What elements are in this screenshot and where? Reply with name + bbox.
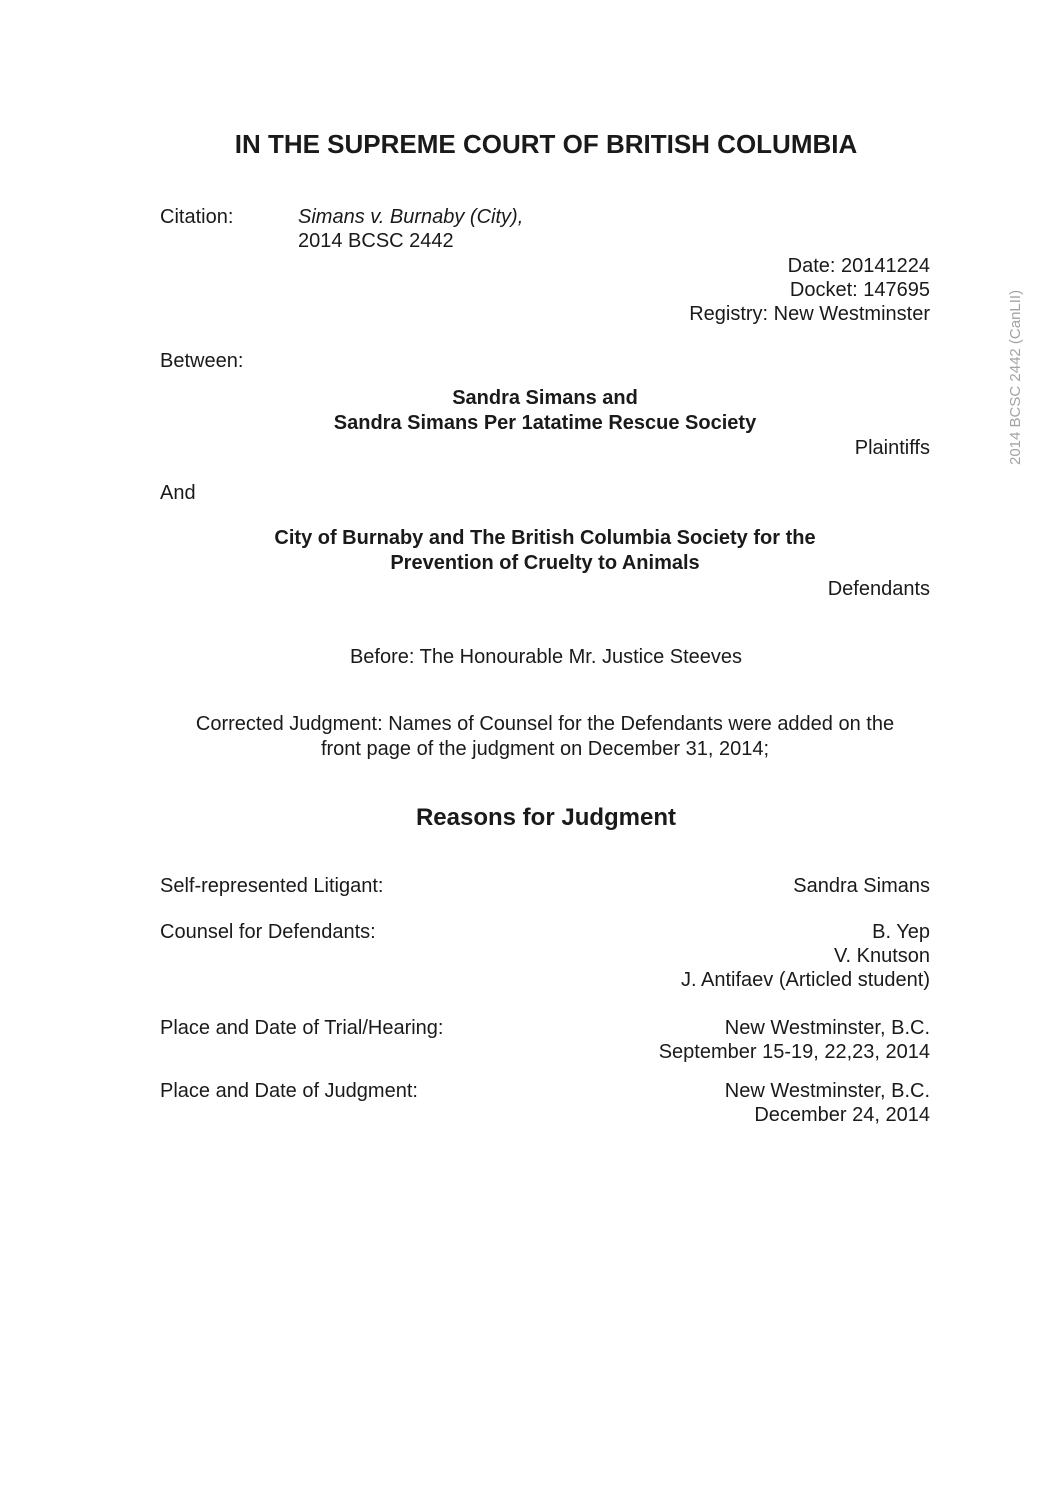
self-represented-value <box>793 874 930 898</box>
counsel-label: Counsel for Defendants: <box>160 921 376 943</box>
appearance-value-line: B. Yep <box>872 921 930 943</box>
plaintiffs-role: Plaintiffs <box>854 437 930 459</box>
judgment-place-value <box>725 1079 930 1127</box>
corrected-note-line: front page of the judgment on December 31, 2014; <box>320 738 770 760</box>
appearance-value-line: December 24, 2014 <box>754 1104 930 1126</box>
appearance-value-line: Sandra Simans <box>793 875 930 897</box>
citation-label: Citation: <box>160 206 234 228</box>
defendant-name-line: Prevention of Cruelty to Animals <box>390 552 700 574</box>
citation-number: 2014 BCSC 2442 <box>298 230 454 252</box>
appearance-value-line: New Westminster, B.C. <box>724 1080 930 1102</box>
reasons-heading: Reasons for Judgment <box>415 804 677 831</box>
appearance-value-line: J. Antifaev (Articled student) <box>680 969 930 991</box>
counsel-value <box>681 920 930 992</box>
plaintiff-names <box>0 386 1059 436</box>
corrected-judgment-note <box>0 712 1059 762</box>
case-meta-block <box>689 254 930 326</box>
court-title: IN THE SUPREME COURT OF BRITISH COLUMBIA <box>234 129 858 159</box>
citation-case-name: Simans v. Burnaby (City), <box>298 206 524 228</box>
appearance-value-line: September 15-19, 22,23, 2014 <box>658 1041 930 1063</box>
canlii-watermark: 2014 BCSC 2442 (CanLII) <box>1007 289 1024 465</box>
trial-place-label: Place and Date of Trial/Hearing: <box>160 1017 444 1039</box>
plaintiff-name-line: Sandra Simans and <box>452 387 638 409</box>
before-judge: Before: The Honourable Mr. Justice Steeves <box>349 646 743 668</box>
registry: Registry: New Westminster <box>689 303 930 325</box>
and-label: And <box>160 482 196 504</box>
between-label: Between: <box>160 350 244 372</box>
defendant-names <box>0 526 1059 576</box>
defendants-role: Defendants <box>827 578 930 600</box>
appearance-value-line: V. Knutson <box>833 945 930 967</box>
judgment-place-label: Place and Date of Judgment: <box>160 1080 418 1102</box>
self-represented-label: Self-represented Litigant: <box>160 875 384 897</box>
plaintiff-name-line: Sandra Simans Per 1atatime Rescue Society <box>333 412 757 434</box>
docket-number: Docket: 147695 <box>789 279 930 301</box>
defendant-name-line: City of Burnaby and The British Columbia Society for the <box>274 527 816 549</box>
appearance-value-line: New Westminster, B.C. <box>724 1017 930 1039</box>
corrected-note-line: Corrected Judgment: Names of Counsel for the Defendants were added on the <box>195 713 895 735</box>
judgment-date: Date: 20141224 <box>787 255 930 277</box>
trial-place-value <box>659 1016 930 1064</box>
